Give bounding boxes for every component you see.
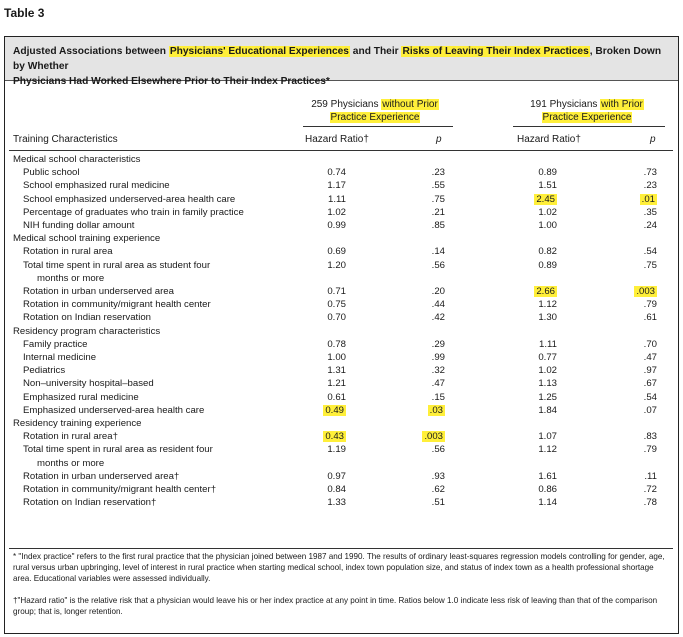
- hazard-ratio-cell: 1.02: [538, 365, 557, 377]
- section-header: Medical school characteristics: [13, 154, 141, 165]
- p-value-cell: .99: [431, 352, 445, 363]
- p-value-cell: .07: [643, 404, 657, 416]
- p-value-cell: .55: [431, 180, 445, 192]
- row-label: Family practice: [23, 338, 88, 350]
- row-label: Emphasized underserved-area health care: [23, 404, 205, 416]
- hazard-ratio-cell: 0.69: [327, 246, 346, 258]
- caption-text: Adjusted Associations between: [13, 46, 169, 57]
- p-value-cell: .97: [643, 365, 657, 377]
- hazard-ratio-cell: 0.71: [327, 286, 346, 297]
- p-value-cell: .70: [643, 338, 657, 350]
- hazard-ratio-cell: 0.78: [327, 338, 346, 350]
- caption-text: and Their: [349, 46, 402, 57]
- p-value-cell: .003: [636, 286, 655, 297]
- hazard-ratio-cell: 0.84: [327, 484, 346, 495]
- row-label: Total time spent in rural area as resident four: [23, 444, 213, 456]
- p-value-cell: .003: [424, 431, 443, 443]
- table-caption: [5, 37, 678, 87]
- hazard-ratio-cell: 0.86: [538, 484, 557, 495]
- group-highlight: with Prior: [601, 99, 643, 110]
- row-label: Rotation in rural area: [23, 246, 113, 258]
- p-value-cell: .29: [431, 338, 445, 350]
- row-label: Rotation in community/migrant health center†: [23, 484, 217, 495]
- p-value-cell: .32: [431, 365, 445, 377]
- hazard-ratio-cell: 0.49: [325, 404, 344, 416]
- row-label: Percentage of graduates who train in family practice: [23, 206, 244, 218]
- row-label: Emphasized rural medicine: [23, 391, 139, 403]
- hazard-ratio-cell: 0.61: [327, 391, 346, 403]
- row-label: Public school: [23, 167, 80, 179]
- group-header-without-prior: [305, 98, 445, 124]
- row-label: Rotation in rural area†: [23, 431, 118, 443]
- hazard-ratio-cell: 1.02: [538, 206, 557, 218]
- hazard-ratio-cell: 1.02: [327, 206, 346, 218]
- p-value-cell: .03: [429, 404, 443, 416]
- p-value-cell: .75: [431, 193, 445, 205]
- p-value-cell: .35: [643, 206, 657, 218]
- group-rule: [303, 126, 453, 127]
- hazard-ratio-cell: 1.61: [538, 470, 557, 482]
- footer-rule: [9, 548, 673, 549]
- row-label: Rotation on Indian reservation: [23, 312, 151, 324]
- caption-text: , Broken Down by Whether: [13, 46, 662, 72]
- column-header-hr-1: Hazard Ratio†: [305, 134, 369, 145]
- hazard-ratio-cell: 1.17: [327, 180, 346, 192]
- section-header: Residency training experience: [13, 418, 142, 429]
- p-value-cell: .62: [431, 484, 445, 495]
- column-header-training: Training Characteristics: [13, 134, 118, 145]
- p-value-cell: .85: [431, 220, 445, 231]
- group-text: 191 Physicians: [530, 99, 601, 110]
- hazard-ratio-cell: 1.21: [327, 378, 346, 390]
- column-header-p-1: p: [436, 134, 442, 145]
- p-value-cell: .78: [643, 497, 657, 509]
- hazard-ratio-cell: 1.31: [327, 365, 346, 377]
- footnote-hazard-ratio: †"Hazard ratio" is the relative risk that a physician would leave his or her index practice at any point in time. Ratios below 1.0 indicate less risk of leaving than that of the comparison group; that is, longer retention.: [13, 596, 658, 616]
- p-value-cell: .44: [431, 299, 445, 311]
- group-header-with-prior: [517, 98, 657, 124]
- hazard-ratio-cell: 0.89: [538, 167, 557, 179]
- row-label: Pediatrics: [23, 365, 66, 377]
- row-label: months or more: [37, 272, 105, 284]
- p-value-cell: .01: [641, 193, 655, 205]
- hazard-ratio-cell: 2.45: [536, 193, 555, 205]
- p-value-cell: .14: [431, 246, 445, 258]
- section-header: Residency program characteristics: [13, 325, 161, 337]
- hazard-ratio-cell: 1.13: [538, 378, 557, 390]
- row-label: NIH funding dollar amount: [23, 220, 135, 231]
- hazard-ratio-cell: 1.20: [327, 259, 346, 271]
- p-value-cell: .47: [431, 378, 445, 390]
- hazard-ratio-cell: 1.12: [538, 444, 557, 456]
- hazard-ratio-cell: 1.51: [538, 180, 557, 192]
- p-value-cell: .54: [643, 246, 657, 258]
- p-value-cell: .51: [431, 497, 445, 509]
- p-value-cell: .15: [431, 391, 445, 403]
- row-label: Rotation in community/migrant health center: [23, 299, 211, 311]
- p-value-cell: .23: [643, 180, 657, 192]
- p-value-cell: .21: [431, 206, 445, 218]
- header-rule: [9, 150, 673, 151]
- table-label: Table 3: [4, 6, 45, 20]
- table-frame: [4, 36, 679, 634]
- p-value-cell: .56: [431, 259, 445, 271]
- hazard-ratio-cell: 1.33: [327, 497, 346, 509]
- caption-highlight: Risks of Leaving Their Index Practices: [402, 46, 589, 57]
- caption-highlight: Physicians' Educational Experiences: [169, 46, 349, 57]
- p-value-cell: .83: [643, 431, 657, 443]
- p-value-cell: .23: [431, 167, 445, 179]
- hazard-ratio-cell: 1.07: [538, 431, 557, 443]
- hazard-ratio-cell: 1.19: [327, 444, 346, 456]
- p-value-cell: .67: [643, 378, 657, 390]
- row-label: Non–university hospital–based: [23, 378, 154, 390]
- hazard-ratio-cell: 1.00: [327, 352, 346, 363]
- hazard-ratio-cell: 2.66: [536, 286, 555, 297]
- p-value-cell: .54: [643, 391, 657, 403]
- hazard-ratio-cell: 0.75: [327, 299, 346, 311]
- hazard-ratio-cell: 0.77: [538, 352, 557, 363]
- hazard-ratio-cell: 1.11: [539, 338, 557, 350]
- p-value-cell: .61: [643, 312, 657, 324]
- row-label: months or more: [37, 457, 105, 469]
- hazard-ratio-cell: 1.12: [538, 299, 557, 311]
- hazard-ratio-cell: 1.25: [538, 391, 557, 403]
- hazard-ratio-cell: 0.74: [327, 167, 346, 179]
- group-highlight: Practice Experience: [330, 112, 420, 123]
- p-value-cell: .72: [643, 484, 657, 495]
- row-label: School emphasized underserved-area health care: [23, 193, 236, 205]
- footnote-index-practice: * "Index practice" refers to the first rural practice that the physician joined between 1987 and 1990. The results of ordinary least-squares regression models controlling for gender, age, rural versus urban upbringing, level of interest in rural practice when starting medical school, index town population size, and status of index town as a health professional shortage area. Educational variables were assessed individually.: [13, 552, 665, 583]
- hazard-ratio-cell: 1.14: [538, 497, 557, 509]
- p-value-cell: .11: [644, 470, 657, 482]
- hazard-ratio-cell: 1.30: [538, 312, 557, 324]
- row-label: Rotation in urban underserved area: [23, 286, 174, 297]
- row-label: Total time spent in rural area as student four: [23, 259, 211, 271]
- group-text: 259 Physicians: [311, 99, 382, 110]
- hazard-ratio-cell: 0.43: [325, 431, 344, 443]
- column-header-p-2: p: [650, 134, 656, 145]
- p-value-cell: .20: [431, 286, 445, 297]
- p-value-cell: .56: [431, 444, 445, 456]
- p-value-cell: .73: [643, 167, 657, 179]
- p-value-cell: .93: [431, 470, 445, 482]
- row-label: School emphasized rural medicine: [23, 180, 170, 192]
- p-value-cell: .42: [431, 312, 445, 324]
- hazard-ratio-cell: 1.00: [538, 220, 557, 231]
- group-highlight: without Prior: [382, 99, 438, 110]
- hazard-ratio-cell: 0.89: [538, 259, 557, 271]
- hazard-ratio-cell: 1.84: [538, 404, 557, 416]
- column-header-hr-2: Hazard Ratio†: [517, 134, 581, 145]
- p-value-cell: .47: [643, 352, 657, 363]
- row-label: Rotation in urban underserved area†: [23, 470, 180, 482]
- group-highlight: Practice Experience: [542, 112, 632, 123]
- p-value-cell: .79: [643, 299, 657, 311]
- row-label: Internal medicine: [23, 352, 97, 363]
- hazard-ratio-cell: 0.99: [327, 220, 346, 231]
- caption-line-2: Physicians Had Worked Elsewhere Prior to Their Index Practices*: [13, 76, 330, 87]
- hazard-ratio-cell: 0.70: [327, 312, 346, 324]
- row-label: Rotation on Indian reservation†: [23, 497, 157, 509]
- hazard-ratio-cell: 0.97: [327, 470, 346, 482]
- caption-line-1: [13, 44, 670, 74]
- hazard-ratio-cell: 1.11: [328, 193, 346, 205]
- section-header: Medical school training experience: [13, 233, 161, 245]
- group-rule: [513, 126, 665, 127]
- hazard-ratio-cell: 0.82: [538, 246, 557, 258]
- p-value-cell: .75: [643, 259, 657, 271]
- p-value-cell: .79: [643, 444, 657, 456]
- p-value-cell: .24: [643, 220, 657, 231]
